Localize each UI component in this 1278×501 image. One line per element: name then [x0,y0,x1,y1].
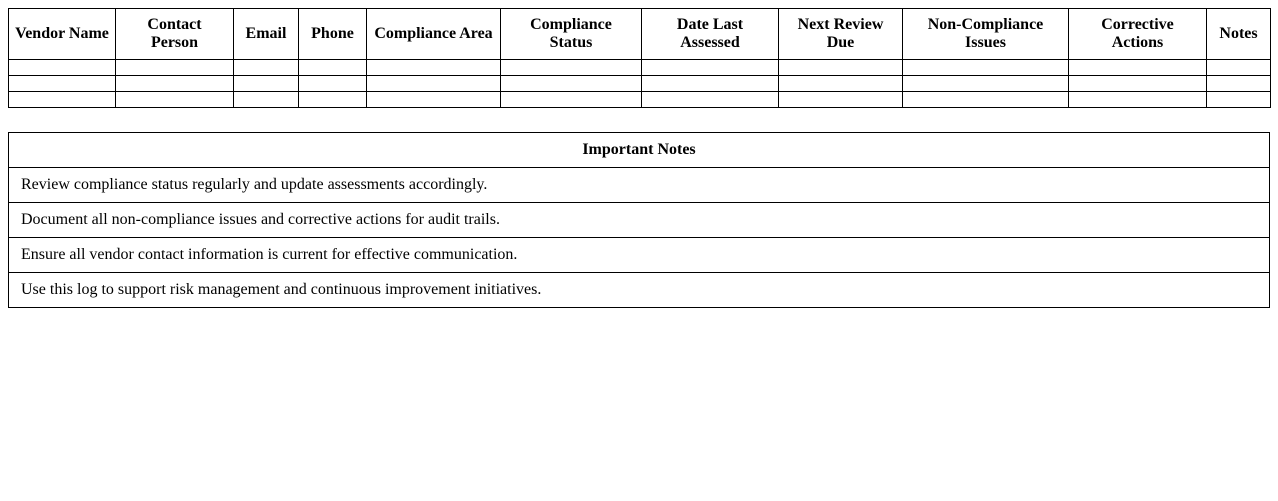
table-cell[interactable] [642,76,779,92]
table-cell[interactable] [367,60,501,76]
table-row [9,92,1271,108]
table-cell[interactable] [642,60,779,76]
table-cell[interactable] [779,76,903,92]
column-header-next-review-due: Next Review Due [779,9,903,60]
table-cell[interactable] [501,60,642,76]
table-cell[interactable] [367,92,501,108]
table-row [9,60,1271,76]
column-header-vendor-name: Vendor Name [9,9,116,60]
column-header-notes: Notes [1207,9,1271,60]
list-item [9,203,1270,238]
table-cell[interactable] [642,92,779,108]
table-cell[interactable] [299,76,367,92]
column-header-compliance-area: Compliance Area [367,9,501,60]
note-text: Ensure all vendor contact information is current for effective communication. [9,238,1270,273]
table-cell[interactable] [1207,92,1271,108]
note-text: Review compliance status regularly and update assessments accordingly. [9,168,1270,203]
column-header-phone: Phone [299,9,367,60]
table-cell[interactable] [1069,60,1207,76]
table-cell[interactable] [299,92,367,108]
important-notes-table [8,132,1270,308]
column-header-corrective-actions: Corrective Actions [1069,9,1207,60]
table-cell[interactable] [234,60,299,76]
column-header-compliance-status: Compliance Status [501,9,642,60]
list-item [9,273,1270,308]
table-cell[interactable] [9,76,116,92]
table-cell[interactable] [779,92,903,108]
table-cell[interactable] [116,60,234,76]
column-header-contact-person: Contact Person [116,9,234,60]
table-cell[interactable] [903,92,1069,108]
table-cell[interactable] [9,60,116,76]
column-header-email: Email [234,9,299,60]
note-text: Document all non-compliance issues and corrective actions for audit trails. [9,203,1270,238]
table-cell[interactable] [779,60,903,76]
table-cell[interactable] [1069,76,1207,92]
table-cell[interactable] [903,76,1069,92]
list-item [9,238,1270,273]
table-cell[interactable] [234,76,299,92]
table-cell[interactable] [903,60,1069,76]
table-cell[interactable] [116,92,234,108]
table-row [9,76,1271,92]
table-cell[interactable] [501,92,642,108]
table-cell[interactable] [1207,76,1271,92]
table-cell[interactable] [501,76,642,92]
table-cell[interactable] [234,92,299,108]
table-cell[interactable] [9,92,116,108]
table-header-row [9,9,1271,60]
notes-header-row [9,133,1270,168]
vendor-compliance-log-table [8,8,1271,108]
column-header-non-compliance-issues: Non-Compliance Issues [903,9,1069,60]
column-header-date-last-assessed: Date Last Assessed [642,9,779,60]
table-cell[interactable] [1069,92,1207,108]
notes-title: Important Notes [9,133,1270,168]
table-cell[interactable] [1207,60,1271,76]
table-cell[interactable] [367,76,501,92]
table-cell[interactable] [116,76,234,92]
list-item [9,168,1270,203]
table-cell[interactable] [299,60,367,76]
note-text: Use this log to support risk management and continuous improvement initiatives. [9,273,1270,308]
